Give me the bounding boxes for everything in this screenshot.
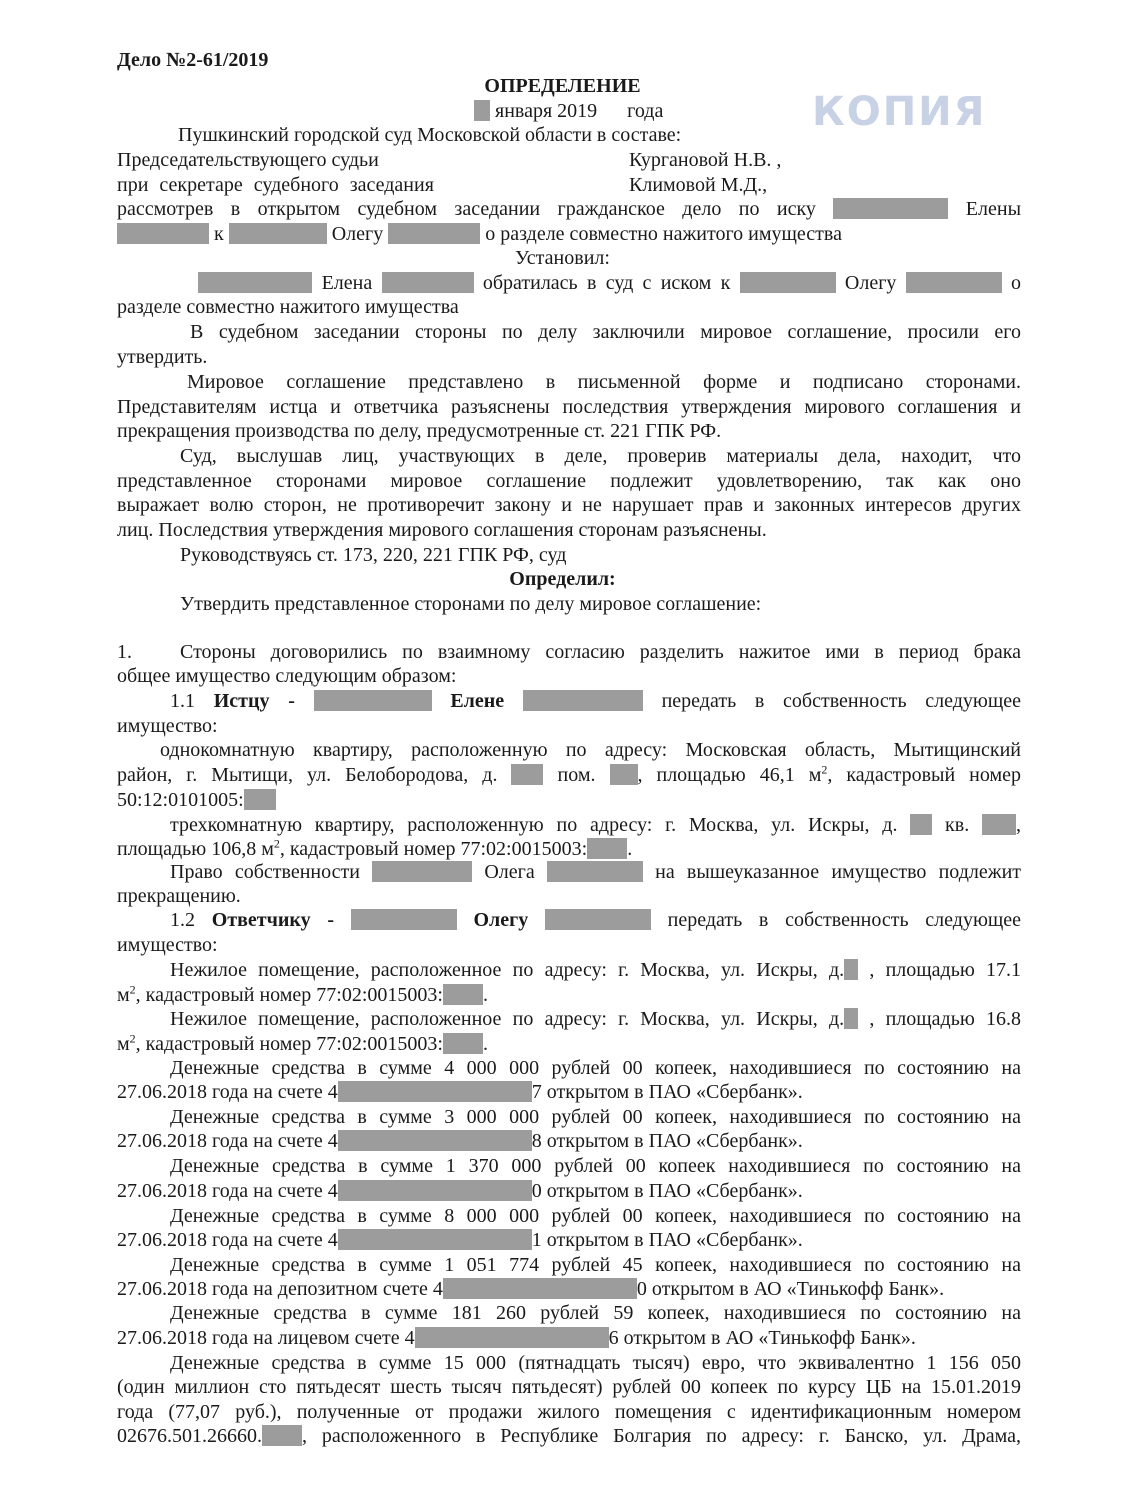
euro-line-1: Денежные средства в сумме 15 000 (пятнадцать тысяч) евро, что эквивалентно 1 156 050 <box>170 1352 1021 1374</box>
apt2-address: трехкомнатную квартиру, расположенную по адресу: г. Москва, ул. Искры, д. <box>170 814 898 836</box>
premise1-unit-sup: 2 <box>129 982 136 997</box>
redaction <box>338 1180 532 1201</box>
redaction <box>338 1130 532 1151</box>
premise1-period: . <box>482 984 488 1006</box>
apt1-room-label: пом. <box>557 764 596 786</box>
euro-line-4 <box>117 1424 1021 1448</box>
agreement-line-2: Представителям истца и ответчика разъяснены последствия утверждения мирового соглашения и <box>117 396 1021 418</box>
guided-line: Руководствуясь ст. 173, 220, 221 ГПК РФ, суд <box>180 544 567 566</box>
ownership-text: Право собственности <box>170 861 360 883</box>
deposit-5-account-prefix: 27.06.2018 года на депозитном счете 4 <box>117 1278 443 1300</box>
deposit-2-line-1: Денежные средства в сумме 3 000 000 рублей 00 копеек, находившиеся по состоянию на <box>170 1106 1021 1128</box>
agreement-line-1: Мировое соглашение представлено в письменной форме и подписано сторонами. <box>187 371 1021 393</box>
court-line-2: представленное сторонами мировое соглашение подлежит удовлетворению, так как оно <box>117 470 1021 492</box>
decided-heading: Определил: <box>509 568 616 590</box>
euro-line-2: (один миллион сто пятьдесят шесть тысяч пятьдесят) рублей 00 копеек по курсу ЦБ на 15.01.2019 <box>117 1376 1021 1398</box>
redaction <box>545 909 651 930</box>
defendant-first-name: Олегу <box>331 223 384 245</box>
redaction <box>117 223 209 244</box>
deposit-6-line-2 <box>117 1326 916 1350</box>
redaction <box>833 198 948 219</box>
court-line-4: лиц. Последствия утверждения мирового соглашения сторонам разъяснены. <box>117 519 767 541</box>
apt1-cadastral-label: , кадастровый номер <box>827 764 1022 786</box>
case-line-1-text: рассмотрев в открытом судебном заседании гражданское дело по иску <box>117 198 816 220</box>
deposit-1-line-2 <box>117 1080 803 1104</box>
judge-role: Председательствующего судьи <box>117 149 379 171</box>
redaction <box>547 861 643 882</box>
premise2-period: . <box>482 1033 488 1055</box>
item12-header <box>170 908 1021 932</box>
redaction <box>338 1081 532 1102</box>
redaction <box>443 1278 637 1299</box>
redaction <box>610 764 638 785</box>
deposit-4-line-1: Денежные средства в сумме 8 000 000 рублей 00 копеек, находившиеся по состоянию на <box>170 1205 1021 1227</box>
apt1-line-1: однокомнатную квартиру, расположенную по адресу: Московская область, Мытищинский <box>160 739 1021 761</box>
redaction <box>906 272 1002 293</box>
claim-line-2: разделе совместно нажитого имущества <box>117 296 459 318</box>
hearing-line-2: утвердить. <box>117 346 208 368</box>
premise1-address: Нежилое помещение, расположенное по адресу: г. Москва, ул. Искры, д. <box>170 959 845 981</box>
euro-line-3: года (77,07 руб.), полученные от продажи жилого помещения с идентификационным номером <box>117 1401 1021 1423</box>
apt1-area: , площадью 46,1 м <box>637 764 822 786</box>
redaction <box>982 814 1016 835</box>
apt2-cadastral: , кадастровый номер 77:02:0015003: <box>279 838 588 860</box>
redaction <box>372 861 472 882</box>
approve-line: Утвердить представленное сторонами по делу мировое соглашение: <box>180 593 762 615</box>
ownership-oleg: Олега <box>484 861 535 883</box>
court-line-3: выражает волю сторон, не противоречит закону и не нарушает прав и законных интересов других <box>117 494 1021 516</box>
item12-name: Олегу <box>473 909 529 931</box>
item1-line-2: общее имущество следующим образом: <box>117 665 457 687</box>
apt2-line-2 <box>117 837 632 861</box>
case-line-1 <box>117 197 1021 221</box>
plaintiff-first-name: Елены <box>965 198 1022 220</box>
deposit-2-line-2 <box>117 1129 803 1153</box>
claim-line-1 <box>117 271 1021 295</box>
item12-text-2: имущество: <box>117 934 218 956</box>
premise1-line-2 <box>117 983 488 1007</box>
apt2-flat-label: кв. <box>945 814 970 836</box>
claim-elena: Елена <box>321 272 373 294</box>
premise2-line-1 <box>170 1007 1021 1031</box>
deposit-5-bank: 0 открытом в АО «Тинькофф Банк». <box>636 1278 945 1300</box>
ownership-line-2: прекращению. <box>117 885 241 907</box>
item11-text: передать в собственность следующее <box>661 690 1022 712</box>
apt1-line-2 <box>117 763 1021 787</box>
premise2-address: Нежилое помещение, расположенное по адресу: г. Москва, ул. Искры, д. <box>170 1008 845 1030</box>
apt1-area-sup: 2 <box>821 762 828 777</box>
redaction <box>382 272 474 293</box>
redaction <box>587 838 627 859</box>
premise1-cadastral: , кадастровый номер 77:02:0015003: <box>135 984 443 1006</box>
redaction <box>443 1033 483 1054</box>
claim-text: обратилась в суд с иском к <box>482 272 731 294</box>
case-subject: о разделе совместно нажитого имущества <box>485 223 842 245</box>
item11-label: Истцу - <box>213 690 295 712</box>
redaction <box>229 223 327 244</box>
deposit-5-line-2 <box>117 1277 944 1301</box>
euro-id-number: 02676.501.26660. <box>117 1425 262 1447</box>
redaction <box>740 272 836 293</box>
euro-address: , расположенного в Республике Болгария по адресу: г. Банско, ул. Драма, <box>302 1425 1021 1447</box>
item11-header <box>170 689 1021 713</box>
established-heading: Установил: <box>515 247 610 269</box>
apt2-area: площадью 106,8 м <box>117 838 274 860</box>
deposit-2-bank: 8 открытом в ПАО «Сбербанк». <box>531 1130 803 1152</box>
redaction <box>262 1425 302 1446</box>
copy-stamp: КОПИЯ <box>812 89 987 135</box>
redaction <box>244 789 276 810</box>
deposit-3-account-prefix: 27.06.2018 года на счете 4 <box>117 1180 338 1202</box>
apt2-period: . <box>627 838 633 860</box>
item11-text-2: имущество: <box>117 715 218 737</box>
redaction <box>314 690 432 711</box>
premise1-area: , площадью 17.1 <box>869 959 1021 981</box>
redaction <box>474 100 490 121</box>
redaction <box>338 1229 532 1250</box>
apt2-comma: , <box>1016 814 1022 836</box>
date-year-word: года <box>627 100 664 122</box>
item12-text: передать в собственность следующее <box>667 909 1022 931</box>
agreement-line-3: прекращения производства по делу, предусмотренные ст. 221 ГПК РФ. <box>117 420 722 442</box>
deposit-1-account-prefix: 27.06.2018 года на счете 4 <box>117 1081 338 1103</box>
page-title: ОПРЕДЕЛЕНИЕ <box>484 75 641 97</box>
redaction <box>351 909 457 930</box>
redaction <box>415 1327 609 1348</box>
ownership-line-1 <box>170 860 1021 884</box>
deposit-6-line-1: Денежные средства в сумме 181 260 рублей 59 копеек, находившиеся по состоянию на <box>170 1302 1021 1324</box>
premise2-cadastral: , кадастровый номер 77:02:0015003: <box>135 1033 443 1055</box>
item1-line-1: Стороны договорились по взаимному согласию разделить нажитое ими в период брака <box>180 641 1021 663</box>
case-line-2 <box>117 222 842 246</box>
deposit-3-bank: 0 открытом в ПАО «Сбербанк». <box>531 1180 803 1202</box>
item11-name: Елене <box>450 690 505 712</box>
court-name: Пушкинский городской суд Московской области в составе: <box>178 124 682 146</box>
court-line-1: Суд, выслушав лиц, участвующих в деле, проверив материалы дела, находит, что <box>180 445 1021 467</box>
case-number: Дело №2-61/2019 <box>117 49 269 71</box>
premise1-line-1 <box>170 958 1021 982</box>
redaction <box>198 272 312 293</box>
decision-date <box>474 99 663 123</box>
deposit-6-bank: 6 открытом в АО «Тинькофф Банк». <box>608 1327 916 1349</box>
apt2-area-sup: 2 <box>273 836 280 851</box>
deposit-1-bank: 7 открытом в ПАО «Сбербанк». <box>531 1081 803 1103</box>
redaction <box>844 959 858 980</box>
redaction <box>388 223 480 244</box>
deposit-6-account-prefix: 27.06.2018 года на лицевом счете 4 <box>117 1327 415 1349</box>
deposit-3-line-2 <box>117 1179 803 1203</box>
item11-number: 1.1 <box>170 690 195 712</box>
date-text: января 2019 <box>495 100 598 122</box>
redaction <box>443 984 483 1005</box>
redaction <box>523 690 643 711</box>
redaction <box>511 764 543 785</box>
claim-oleg: Олегу <box>844 272 897 294</box>
deposit-4-line-2 <box>117 1228 803 1252</box>
deposit-5-line-1: Денежные средства в сумме 1 051 774 рублей 45 копеек, находившиеся по состоянию на <box>170 1254 1021 1276</box>
premise2-line-2 <box>117 1032 488 1056</box>
judge-name: Кургановой Н.В. , <box>629 149 782 171</box>
ownership-text-2: на вышеуказанное имущество подлежит <box>655 861 1022 883</box>
premise2-unit: м <box>117 1033 130 1055</box>
secretary-role: при секретаре судебного заседания <box>117 174 434 196</box>
deposit-2-account-prefix: 27.06.2018 года на счете 4 <box>117 1130 338 1152</box>
claim-o: о <box>1011 272 1021 294</box>
apt1-line-3 <box>117 788 276 812</box>
item12-label: Ответчику - <box>211 909 335 931</box>
premise2-area: , площадью 16.8 <box>869 1008 1021 1030</box>
apt1-address: район, г. Мытищи, ул. Белобородова, д. <box>117 764 498 786</box>
hearing-line-1: В судебном заседании стороны по делу заключили мировое соглашение, просили его <box>190 321 1021 343</box>
case-line-2-k: к <box>214 223 224 245</box>
item1-number: 1. <box>117 641 132 663</box>
premise1-unit: м <box>117 984 130 1006</box>
redaction <box>910 814 932 835</box>
apt1-cadastral: 50:12:0101005: <box>117 789 244 811</box>
item12-number: 1.2 <box>170 909 195 931</box>
premise2-unit-sup: 2 <box>129 1031 136 1046</box>
deposit-1-line-1: Денежные средства в сумме 4 000 000 рублей 00 копеек, находившиеся по состоянию на <box>170 1057 1021 1079</box>
deposit-4-account-prefix: 27.06.2018 года на счете 4 <box>117 1229 338 1251</box>
deposit-3-line-1: Денежные средства в сумме 1 370 000 рублей 00 копеек находившиеся по состоянию на <box>170 1155 1021 1177</box>
secretary-name: Климовой М.Д., <box>629 174 768 196</box>
deposit-4-bank: 1 открытом в ПАО «Сбербанк». <box>531 1229 803 1251</box>
apt2-line-1 <box>170 813 1021 837</box>
redaction <box>844 1008 858 1029</box>
